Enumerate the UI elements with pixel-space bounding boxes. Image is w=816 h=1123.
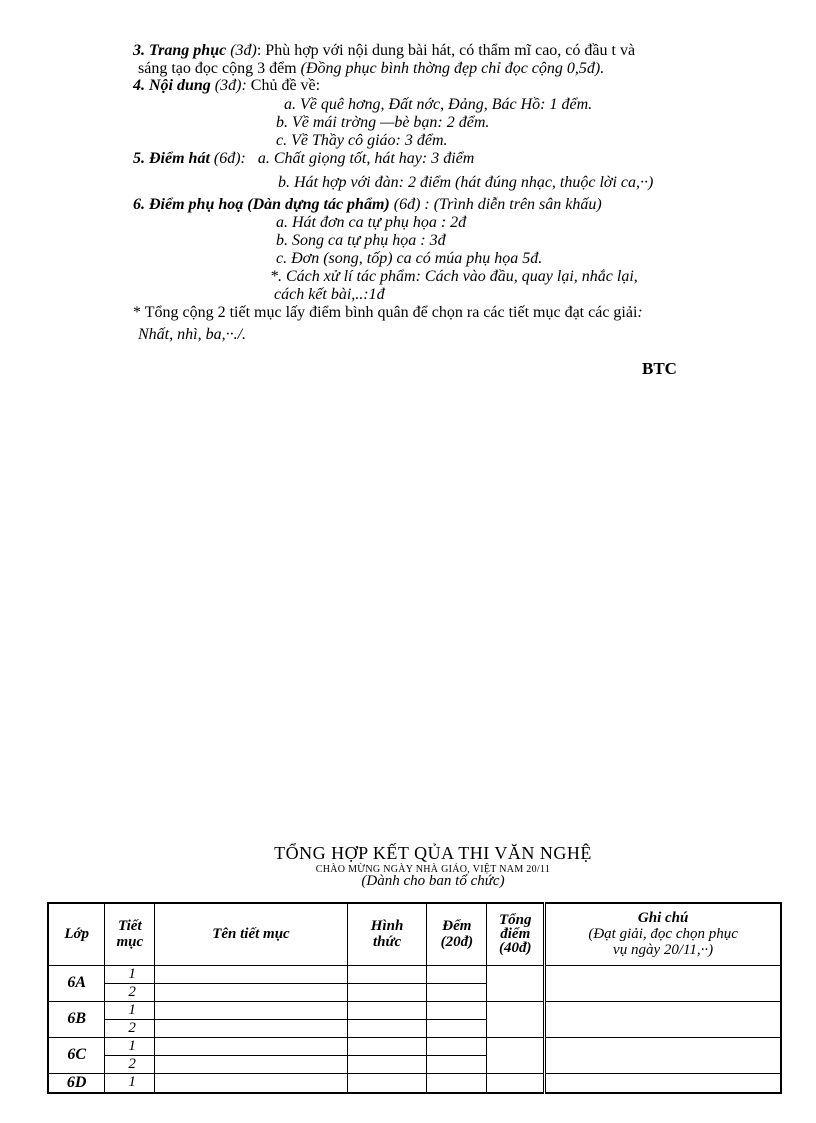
criteria-item3-text: : Phù hợp với nội dung bài hát, có thẩm mĩ cao, có đầu t và — [256, 42, 636, 59]
header-diem: Đểm (20đ) — [427, 903, 487, 965]
criteria-item5-b: b. Hát hợp với đàn: 2 điểm (hát đúng nhạc, thuộc lời ca,··) — [278, 174, 654, 191]
item-number: 2 — [105, 983, 155, 1001]
total-cell[interactable] — [487, 1001, 545, 1037]
score-cell[interactable] — [427, 983, 487, 1001]
criteria-item4-b: b. Về mái trờng —bè bạn: 2 đểm. — [276, 114, 490, 131]
item-number: 2 — [105, 1055, 155, 1073]
summary-title: TỔNG HỢP KẾT QỦA THI VĂN NGHỆ — [274, 843, 592, 863]
item-number: 1 — [105, 1037, 155, 1055]
results-table — [47, 902, 782, 1094]
criteria-item4-text: Chủ đề về: — [246, 77, 321, 94]
total-cell[interactable] — [487, 1037, 545, 1073]
score-cell[interactable] — [427, 1001, 487, 1019]
item-number: 1 — [105, 1001, 155, 1019]
header-ghi-chu: Ghi chú (Đạt giải, đọc chọn phục vụ ngày 20/11,··) — [545, 903, 781, 965]
criteria-total-line — [133, 304, 643, 322]
criteria-item4-a: a. Về quê hơng, Đất nớc, Đảng, Bác Hồ: 1 đểm. — [284, 96, 593, 113]
note-cell[interactable] — [545, 1037, 781, 1073]
criteria-item3-label: 3. Trang phục — [133, 42, 227, 59]
score-cell[interactable] — [427, 1073, 487, 1093]
header-lop: Lớp — [48, 903, 105, 965]
summary-note: (Dành cho ban tổ chức) — [361, 873, 505, 889]
signature-btc: BTC — [642, 359, 677, 378]
criteria-item4-points: (3đ): — [214, 77, 247, 94]
class-6c: 6C — [48, 1037, 105, 1073]
form-cell[interactable] — [347, 1019, 427, 1037]
form-cell[interactable] — [347, 1073, 427, 1093]
criteria-item6-text: : (Trình diễn trên sân khấu) — [420, 196, 602, 213]
form-cell[interactable] — [347, 983, 427, 1001]
header-ten-tiet-muc: Tên tiết mục — [155, 903, 347, 965]
table-row — [48, 965, 781, 983]
item-number: 1 — [105, 1073, 155, 1093]
criteria-item5-a: a. Chất giọng tốt, hát hay: 3 điểm — [257, 150, 475, 167]
criteria-item4-label: 4. Nội dung — [133, 77, 211, 94]
criteria-item5-line — [133, 150, 474, 168]
form-cell[interactable] — [347, 1001, 427, 1019]
criteria-item6-label: 6. Điểm phụ hoạ (Dàn dựng tác phẩm) — [133, 196, 390, 213]
criteria-item6-a: a. Hát đơn ca tự phụ họa : 2đ — [276, 214, 467, 231]
criteria-item6-d2: cách kết bài,..:1đ — [274, 286, 385, 303]
criteria-item4-c: c. Về Thầy cô giáo: 3 đểm. — [276, 132, 448, 149]
header-tiet-muc: Tiết mục — [105, 903, 155, 965]
form-cell[interactable] — [347, 1055, 427, 1073]
header-tong-diem: Tổng điểm (40đ) — [487, 903, 545, 965]
criteria-item5-points: (6đ): — [213, 150, 246, 167]
score-cell[interactable] — [427, 965, 487, 983]
table-header-row — [48, 903, 781, 965]
name-cell[interactable] — [155, 965, 347, 983]
criteria-item3-cont-italic: (Đồng phục bình thờng đẹp chỉ đọc cộng 0,5đ). — [300, 60, 605, 77]
criteria-item6-line — [133, 196, 602, 214]
item-number: 2 — [105, 1019, 155, 1037]
name-cell[interactable] — [155, 983, 347, 1001]
criteria-item3-continuation — [138, 60, 604, 78]
note-cell[interactable] — [545, 965, 781, 1001]
note-cell[interactable] — [545, 1073, 781, 1093]
name-cell[interactable] — [155, 1037, 347, 1055]
criteria-item3-line — [133, 42, 635, 60]
name-cell[interactable] — [155, 1055, 347, 1073]
table-row — [48, 1037, 781, 1055]
item-number: 1 — [105, 965, 155, 983]
form-cell[interactable] — [347, 1037, 427, 1055]
class-6b: 6B — [48, 1001, 105, 1037]
criteria-total-colon: : — [637, 304, 643, 321]
name-cell[interactable] — [155, 1073, 347, 1093]
note-cell[interactable] — [545, 1001, 781, 1037]
criteria-item5-label: 5. Điểm hát — [133, 150, 210, 167]
criteria-item6-d1: *. Cách xử lí tác phẩm: Cách vào đầu, quay lại, nhắc lại, — [270, 268, 638, 285]
criteria-item6-points: (6đ) — [393, 196, 421, 213]
summary-subtitle: CHÀO MỪNG NGÀY NHÀ GIÁO, VIỆT NAM 20/11 — [315, 864, 551, 875]
criteria-item6-c: c. Đơn (song, tốp) ca có múa phụ họa 5đ. — [276, 250, 543, 267]
criteria-item3-cont-plain: sáng tạo đọc cộng 3 đểm — [138, 60, 301, 77]
criteria-item3-points: (3đ) — [230, 42, 257, 59]
criteria-item4-line — [133, 77, 320, 95]
criteria-total-text: * Tổng cộng 2 tiết mục lấy điểm bình quân để chọn ra các tiết mục đạt các giải — [133, 304, 638, 321]
form-cell[interactable] — [347, 965, 427, 983]
criteria-item6-b: b. Song ca tự phụ họa : 3đ — [276, 232, 446, 249]
name-cell[interactable] — [155, 1019, 347, 1037]
name-cell[interactable] — [155, 1001, 347, 1019]
total-cell[interactable] — [487, 965, 545, 1001]
header-hinh-thuc: Hình thức — [347, 903, 427, 965]
criteria-total-continuation: Nhất, nhì, ba,··./. — [138, 326, 247, 343]
total-cell[interactable] — [487, 1073, 545, 1093]
score-cell[interactable] — [427, 1019, 487, 1037]
table-row — [48, 1073, 781, 1093]
score-cell[interactable] — [427, 1037, 487, 1055]
table-row — [48, 1001, 781, 1019]
class-6a: 6A — [48, 965, 105, 1001]
score-cell[interactable] — [427, 1055, 487, 1073]
class-6d: 6D — [48, 1073, 105, 1093]
